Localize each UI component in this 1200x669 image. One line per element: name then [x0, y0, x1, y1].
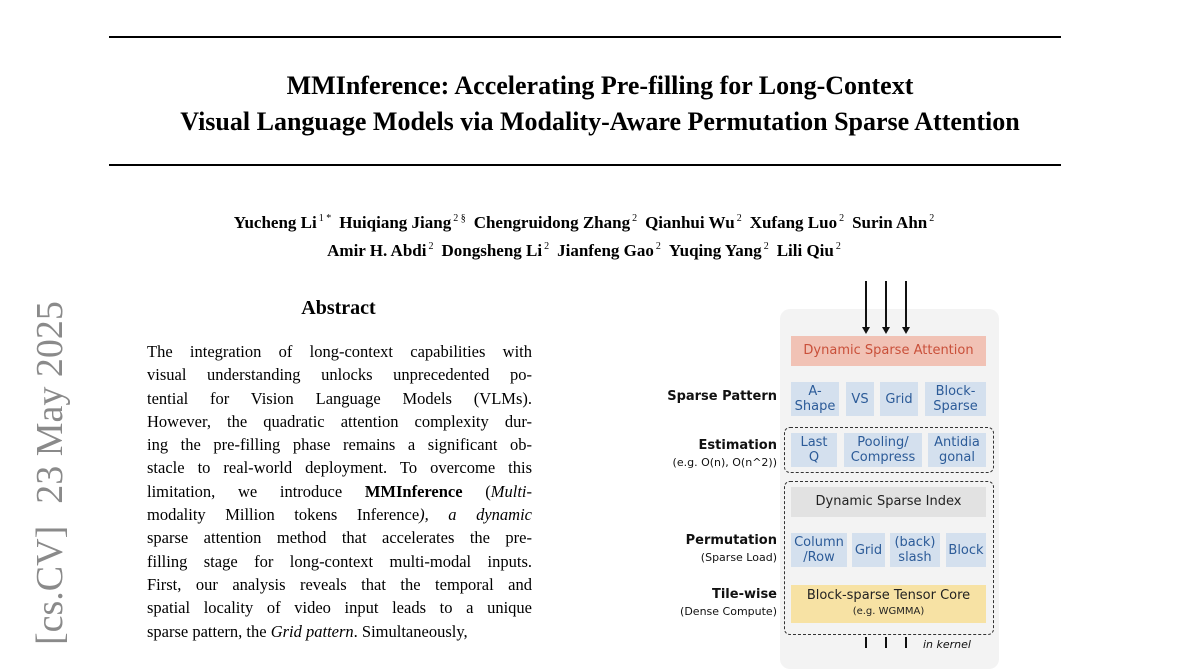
- top-rule: [109, 36, 1061, 38]
- permutation-block: [946, 533, 986, 567]
- author-name-text: Jianfeng Gao: [557, 241, 654, 260]
- tensor-core-box: [791, 585, 986, 623]
- estimation-antidiagonal-text: Antidia gonal: [934, 435, 980, 465]
- author-name-text: Chengruidong Zhang: [473, 213, 631, 232]
- arxiv-date: 23 May 2025: [29, 301, 71, 504]
- author-affiliation: 2: [839, 213, 845, 224]
- pattern-a-shape: [791, 382, 839, 416]
- output-arrow-3: [905, 637, 907, 648]
- input-arrow-head-3: [902, 327, 910, 334]
- pattern-grid: [880, 382, 918, 416]
- author-affiliation: 2: [929, 213, 935, 224]
- estimation-last-q: [791, 433, 837, 467]
- author-name: [441, 241, 549, 260]
- author-name-text: Surin Ahn: [852, 213, 928, 232]
- author-name: [474, 213, 637, 232]
- abstract-line: However, the quadratic attention complexity dur-: [147, 411, 532, 431]
- title-bottom-rule: [109, 164, 1061, 166]
- author-name-text: Amir H. Abdi: [327, 241, 427, 260]
- pattern-block-sparse: [925, 382, 986, 416]
- authors-line-1: [0, 207, 1168, 235]
- abstract-line: tential for Vision Language Models (VLMs).: [147, 388, 532, 408]
- tensor-core-subtitle: (e.g. WGMMA): [852, 606, 925, 617]
- author-affiliation: 2 §: [453, 213, 466, 224]
- input-arrow-head-1: [862, 327, 870, 334]
- author-name: [669, 241, 769, 260]
- arxiv-stamp: [30, 301, 70, 645]
- input-arrow-head-2: [882, 327, 890, 334]
- author-name: [339, 213, 465, 232]
- abstract-line: The integration of long-context capabilities with: [147, 342, 532, 361]
- tilewise-sublabel: (Dense Compute): [680, 605, 777, 618]
- arxiv-category: [cs.CV]: [29, 525, 71, 645]
- abstract-line: First, our analysis reveals that the temporal and: [147, 574, 532, 594]
- input-arrow-3: [905, 281, 907, 328]
- tilewise-label: Tile-wise: [711, 587, 777, 602]
- output-arrow-1: [865, 637, 867, 648]
- permutation-column-row: [791, 533, 847, 567]
- author-affiliation: 2: [632, 213, 638, 224]
- estimation-pooling-text: Pooling/ Compress: [850, 435, 916, 465]
- input-arrow-1: [865, 281, 867, 328]
- author-affiliation: 2: [736, 213, 742, 224]
- author-list: [0, 207, 1168, 263]
- architecture-figure: [640, 275, 1020, 651]
- author-name-text: Yuqing Yang: [668, 241, 762, 260]
- author-name: [852, 213, 934, 232]
- pattern-grid-text: Grid: [885, 391, 913, 407]
- pattern-vs: [846, 382, 874, 416]
- author-name: [645, 213, 742, 232]
- title-line-1: MMInference: Accelerating Pre-filling for Long-Context: [286, 71, 914, 100]
- abstract-line: stacle to real-world deployment. To overcome this: [147, 458, 532, 478]
- author-name: [557, 241, 661, 260]
- title-line-2: Visual Language Models via Modality-Aware Permutation Sparse Attention: [180, 107, 1020, 136]
- author-name: [777, 241, 841, 260]
- estimation-sublabel: (e.g. O(n), O(n^2)): [672, 456, 777, 469]
- pattern-vs-text: VS: [851, 391, 869, 407]
- estimation-antidiagonal: [928, 433, 986, 467]
- author-name: [327, 241, 433, 260]
- estimation-pooling: [844, 433, 922, 467]
- authors-line-2: [0, 235, 1168, 263]
- abstract-line: ing the pre-filling phase remains a significant ob-: [147, 435, 532, 455]
- abstract-line: filling stage for long-context multi-modal inputs.: [147, 551, 532, 571]
- author-name-text: Xufang Luo: [749, 213, 838, 232]
- author-affiliation: 2: [655, 241, 661, 252]
- author-affiliation: 2: [428, 241, 434, 252]
- estimation-last-q-text: Last Q: [800, 435, 828, 465]
- abstract-body: [147, 340, 532, 643]
- author-name: [750, 213, 844, 232]
- permutation-label: Permutation: [685, 533, 777, 548]
- permutation-column-row-text: Column /Row: [794, 535, 844, 565]
- abstract-line: limitation, we introduce MMInference (Multi-: [147, 481, 533, 501]
- author-name-text: Qianhui Wu: [645, 213, 735, 232]
- author-name-text: Dongsheng Li: [441, 241, 543, 260]
- abstract-line: spatial locality of video input leads to a unique: [147, 598, 532, 618]
- permutation-grid: [852, 533, 885, 567]
- input-arrow-2: [885, 281, 887, 328]
- abstract-line: visual understanding unlocks unprecedented po-: [147, 365, 532, 385]
- author-affiliation: 1 *: [318, 213, 332, 224]
- permutation-sublabel: (Sparse Load): [700, 551, 777, 564]
- abstract-line: modality Million tokens Inference), a dynamic: [147, 505, 532, 525]
- estimation-label: Estimation: [698, 438, 777, 453]
- paper-title: [0, 68, 1200, 140]
- sparse-pattern-label: Sparse Pattern: [667, 389, 777, 404]
- abstract-line: sparse pattern, the Grid pattern. Simultaneously,: [147, 621, 468, 641]
- pattern-a-shape-text: A- Shape: [794, 384, 836, 414]
- in-kernel-label: in kernel: [923, 638, 971, 651]
- output-arrow-2: [885, 637, 887, 648]
- author-name: [234, 213, 331, 232]
- author-name-text: Huiqiang Jiang: [339, 213, 452, 232]
- author-name-text: Yucheng Li: [233, 213, 317, 232]
- permutation-backslash: [890, 533, 940, 567]
- author-affiliation: 2: [835, 241, 841, 252]
- abstract-heading: Abstract: [301, 297, 376, 319]
- author-name-text: Lili Qiu: [776, 241, 834, 260]
- abstract-line: sparse attention method that accelerates the pre-: [147, 528, 532, 548]
- dynamic-sparse-index-box: Dynamic Sparse Index: [791, 487, 986, 517]
- permutation-grid-text: Grid: [854, 542, 883, 558]
- author-affiliation: 2: [763, 241, 769, 252]
- tensor-core-title: Block-sparse Tensor Core: [806, 588, 971, 603]
- author-affiliation: 2: [544, 241, 550, 252]
- permutation-block-text: Block: [948, 542, 984, 558]
- dynamic-sparse-attention-box: Dynamic Sparse Attention: [791, 336, 986, 366]
- permutation-backslash-text: (back) slash: [894, 535, 936, 565]
- pattern-block-sparse-text: Block- Sparse: [933, 384, 978, 414]
